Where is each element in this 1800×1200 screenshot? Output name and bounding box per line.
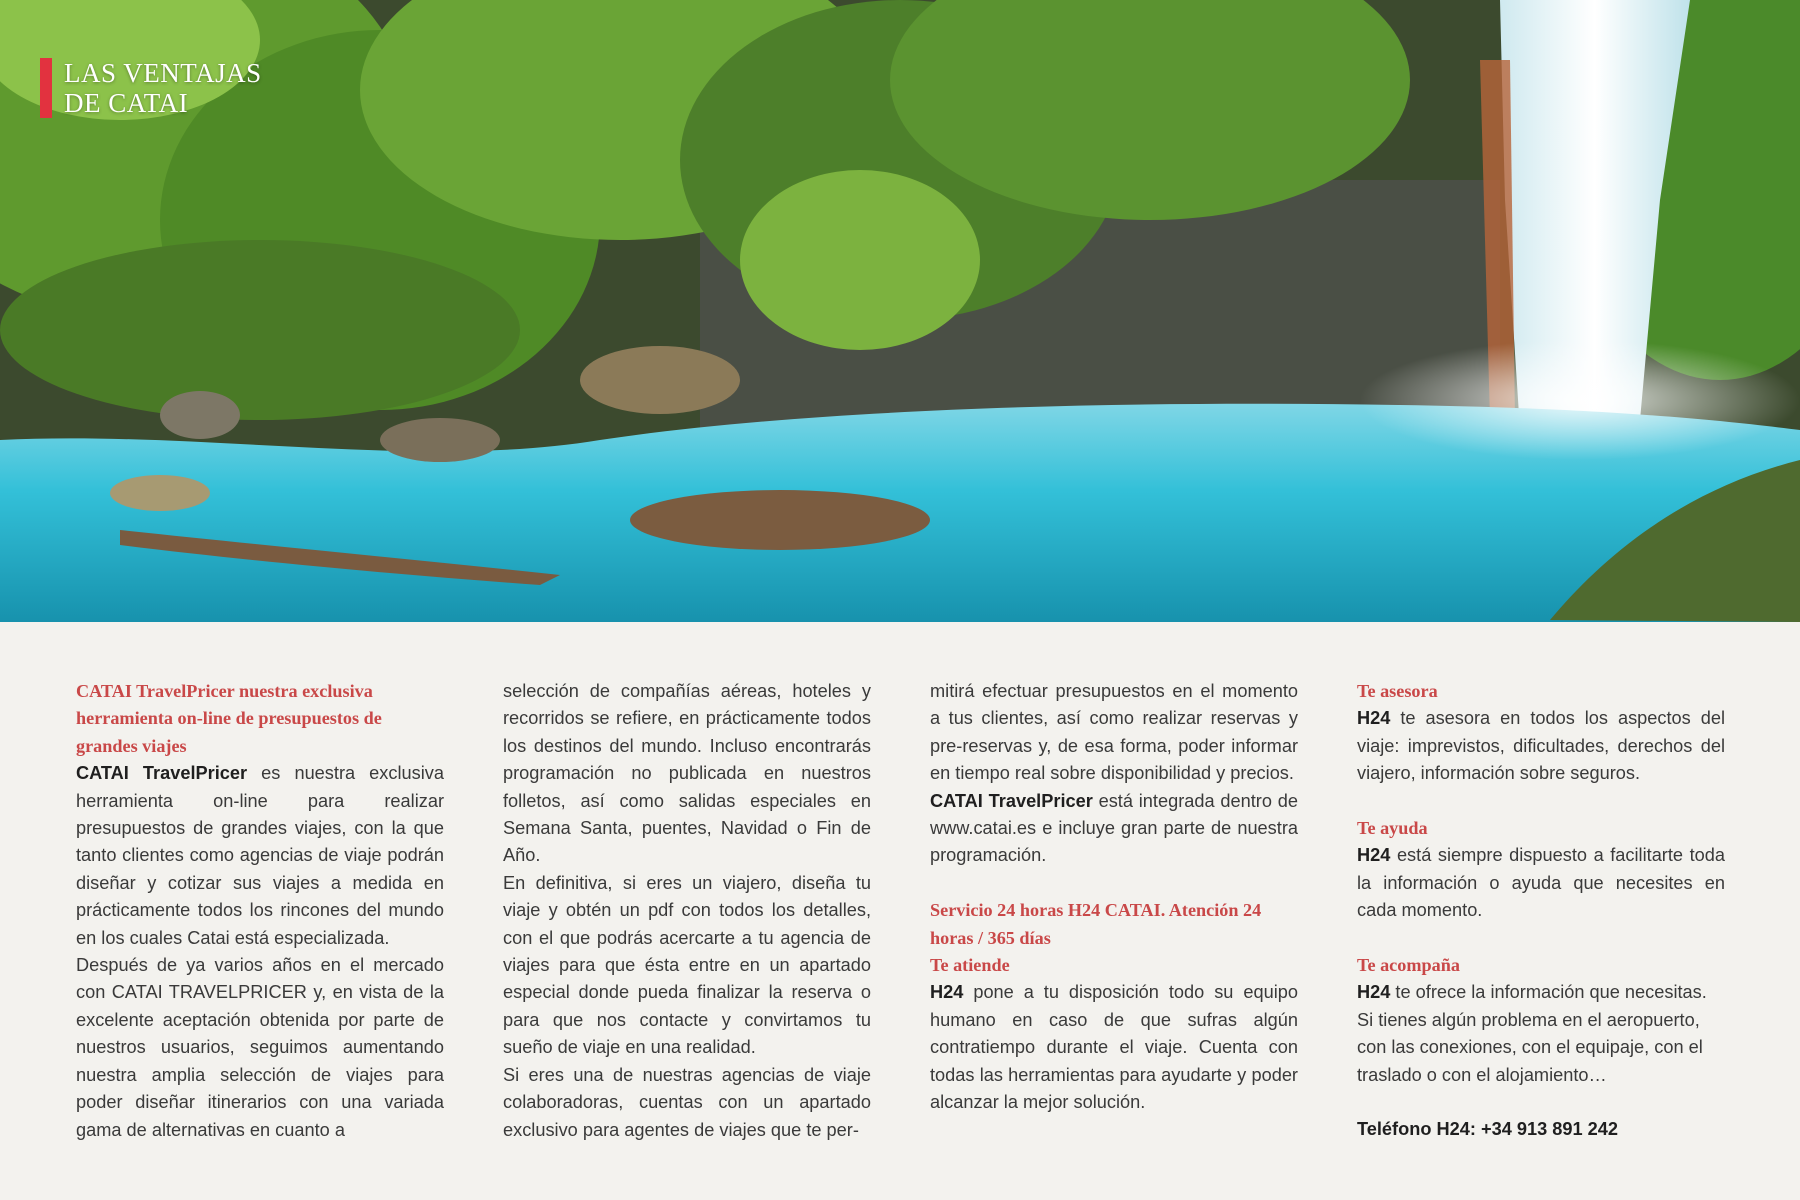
brand-name: CATAI TravelPricer xyxy=(76,763,248,784)
te-atiende-heading: Te atiende xyxy=(930,955,1010,976)
agencies-continued-paragraph: mitirá efectuar presupuestos en el momento a tus clientes, así como realizar reservas y pre-reservas y, de esa forma, poder informar en tiempo real sobre disponibilidad y precios. xyxy=(930,681,1298,784)
agencies-paragraph: Si eres una de nuestras agencias de viaje colaboradoras, cuentas con un apartado exclusivo para agentes de viajes que te per- xyxy=(503,1064,871,1140)
te-asesora-paragraph xyxy=(1357,705,1725,787)
title-line-1: LAS VENTAJAS xyxy=(64,58,262,88)
h24-label: H24 xyxy=(1357,845,1391,866)
paragraph-text: te asesora en todos los aspectos del viaje: imprevistos, dificultades, derechos del viajero, información sobre seguros. xyxy=(1357,708,1725,784)
te-acompana-paragraph xyxy=(1357,979,1725,1089)
travelpricer-heading: CATAI TravelPricer nuestra exclusiva herramienta on-line de presupuestos de grandes viajes xyxy=(76,681,382,756)
h24-label: H24 xyxy=(1357,708,1391,729)
te-acompana-heading: Te acompaña xyxy=(1357,955,1460,976)
te-asesora-heading: Te asesora xyxy=(1357,681,1438,701)
paragraph-text: te ofrece la información que necesitas. Si tienes algún problema en el aeropuerto, con las conexiones, con el equipaje, con el traslado o con el alojamiento… xyxy=(1357,982,1707,1085)
h24-phone-number: Teléfono H24: +34 913 891 242 xyxy=(1357,1119,1619,1140)
h24-service-heading: Servicio 24 horas H24 CATAI. Atención 24 horas / 365 días xyxy=(930,900,1262,948)
te-ayuda-paragraph xyxy=(1357,842,1725,924)
paragraph-text: está integrada dentro de www.catai.es e incluye gran parte de nuestra programación. xyxy=(930,790,1298,866)
h24-label: H24 xyxy=(930,982,964,1003)
te-ayuda-heading: Te ayuda xyxy=(1357,818,1428,839)
h24-label: H24 xyxy=(1357,982,1391,1003)
section-title xyxy=(40,58,262,118)
history-paragraph: Después de ya varios años en el mercado con CATAI TRAVELPRICER y, en vista de la excelente aceptación obtenida por parte de nuestros usuarios, seguimos aumentando nuestra amplia selección de viajes para poder diseñar itinerarios con una variada gama de alternativas en cuanto a xyxy=(76,955,444,1140)
text-column-1 xyxy=(76,678,444,1144)
paragraph-text: pone a tu disposición todo su equipo humano en caso de que sufras algún contratiempo durante el viaje. Cuenta con todas las herramientas para ayudarte y poder alcanzar la mejor solución. xyxy=(930,982,1298,1113)
paragraph-text: está siempre dispuesto a facilitarte toda la información o ayuda que necesites en cada momento. xyxy=(1357,845,1725,921)
title-accent-bar xyxy=(40,58,52,118)
paragraph-text: es nuestra exclusiva herramienta on-line para realizar presupuestos de grandes viajes, con la que tanto clientes como agencias de viaje podrán diseñar y cotizar sus viajes a medida en prácticamente todos los rincones del mundo en los cuales Catai está especializada. xyxy=(76,763,444,948)
traveller-paragraph: En definitiva, si eres un viajero, diseña tu viaje y obtén un pdf con todos los detalles, con el que podrás acercarte a tu agencia de viajes para que ésta entre en un apartado especial donde pueda finalizar la reserva o para que nos contacte y convirtamos tu sueño de viaje en una realidad. xyxy=(503,872,871,1058)
text-column-2 xyxy=(503,678,871,1144)
brand-name: CATAI TravelPricer xyxy=(930,790,1093,811)
te-atiende-paragraph xyxy=(930,979,1298,1116)
travelpricer-paragraph xyxy=(76,760,444,952)
text-column-3 xyxy=(930,678,1298,1116)
text-column-4 xyxy=(1357,678,1725,1144)
title-line-2: DE CATAI xyxy=(64,88,189,118)
destinations-paragraph: selección de compañías aéreas, hoteles y recorridos se refiere, en prácticamente todos los destinos del mundo. Incluso encontrarás programación no publicada en nuestros folletos, así como salidas especiales en Semana Santa, puentes, Navidad o Fin de Año. xyxy=(503,681,871,866)
integration-paragraph xyxy=(930,788,1298,870)
